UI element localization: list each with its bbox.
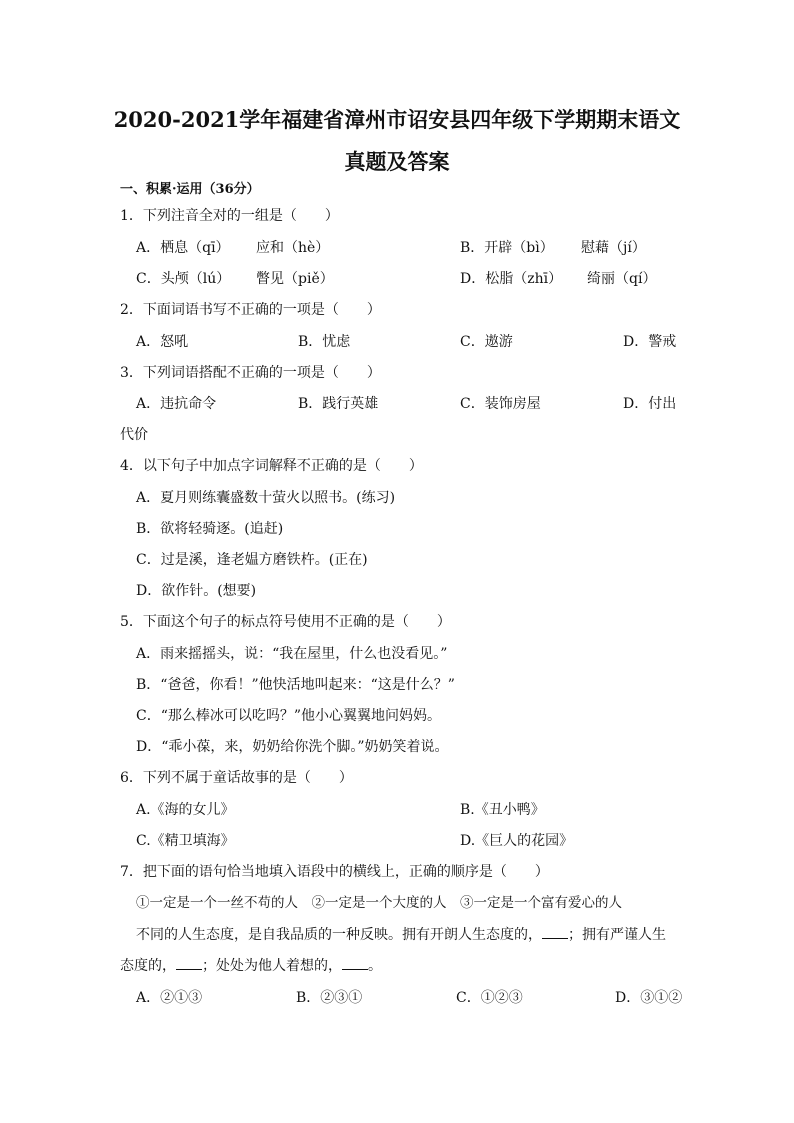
doc-title-line2: 真题及答案 [344,149,450,174]
q7-passage-text-1: 不同的人生态度，是自我品质的一种反映。拥有开朗人生态度的， [136,927,542,943]
q5-option-c: C．“那么棒冰可以吃吗？”他小心翼翼地问妈妈。 [136,708,442,724]
q1-stem: 1．下列注音全对的一组是（ ） [120,208,339,224]
q4-option-d: D．欲作针。(想要) [136,583,257,599]
q5-option-a: A．雨来摇摇头，说：“我在屋里，什么也没看见。” [136,646,448,662]
q5-option-d: D．“乖小葆，来，奶奶给你洗个脚。”奶奶笑着说。 [136,739,449,755]
q1-option-d2: 绮丽（qí） [587,271,657,287]
q1-option-c2: 瞥见（piě） [256,271,334,287]
q6-option-a: A.《海的女儿》 [136,802,235,818]
q7-passage-text-2: ；拥有严谨人生 [568,927,666,943]
q5-stem: 5．下面这个句子的标点符号使用不正确的是（ ） [120,614,451,630]
q6-stem: 6．下列不属于童话故事的是（ ） [120,770,353,786]
q7-blank-1 [542,926,568,939]
q1-option-c1: C．头颅（lú） [136,271,231,287]
q7-passage-line1 [136,926,666,944]
q7-blank-3 [342,957,368,970]
q4-option-b: B．欲将轻骑逐。(追赶) [136,521,284,537]
q7-option-b: B．②③① [296,990,363,1006]
q2-option-a: A．怒吼 [136,334,189,350]
q3-option-a: A．违抗命令 [136,396,217,412]
q7-passage-text-3: 态度的， [120,958,176,974]
q1-option-b2: 慰藉（jí） [581,240,646,256]
q7-passage-line2 [120,957,382,975]
q5-option-b: B．“爸爸，你看！”他快活地叫起来：“这是什么？” [136,677,455,693]
q3-option-b: B．践行英雄 [298,396,379,412]
q7-passage-text-5: 。 [368,958,382,974]
q7-stem: 7．把下面的语句恰当地填入语段中的横线上，正确的顺序是（ ） [120,864,549,880]
q2-stem: 2．下面词语书写不正确的一项是（ ） [120,302,381,318]
q6-option-c: C.《精卫填海》 [136,833,235,849]
q7-option-c: C．①②③ [456,990,523,1006]
q4-stem: 4．以下句子中加点字词解释不正确的是（ ） [120,458,423,474]
q2-option-d: D．警戒 [623,334,677,350]
section-heading: 一、积累·运用（36分） [120,182,260,197]
q6-option-d: D.《巨人的花园》 [460,833,574,849]
q1-option-d1: D．松脂（zhī） [460,271,563,287]
q3-option-c: C．装饰房屋 [460,396,541,412]
q4-option-c: C．过是溪，逢老媪方磨铁杵。(正在) [136,552,368,568]
q3-stem: 3．下列词语搭配不正确的一项是（ ） [120,365,381,381]
q3-option-d: D．付出 [623,396,677,412]
q7-blank-2 [176,957,202,970]
q6-option-b: B.《丑小鸭》 [460,802,545,818]
q1-option-a2: 应和（hè） [256,240,330,256]
q1-option-b1: B．开辟（bì） [460,240,554,256]
q3-option-d-continuation: 代价 [120,427,148,443]
doc-title-line1: 2020-2021学年福建省漳州市诏安县四年级下学期期末语文 [113,107,681,132]
q2-option-b: B．忧虑 [298,334,351,350]
q1-option-a1: A．栖息（qī） [136,240,230,256]
q2-option-c: C．遨游 [460,334,513,350]
q7-choices: ①一定是一个一丝不苟的人 ②一定是一个大度的人 ③一定是一个富有爱心的人 [136,895,622,911]
q7-option-d: D．③①② [615,990,683,1006]
q4-option-a: A．夏月则练囊盛数十萤火以照书。(练习) [136,490,396,506]
q7-option-a: A．②①③ [136,990,203,1006]
q7-passage-text-4: ；处处为他人着想的， [202,958,342,974]
